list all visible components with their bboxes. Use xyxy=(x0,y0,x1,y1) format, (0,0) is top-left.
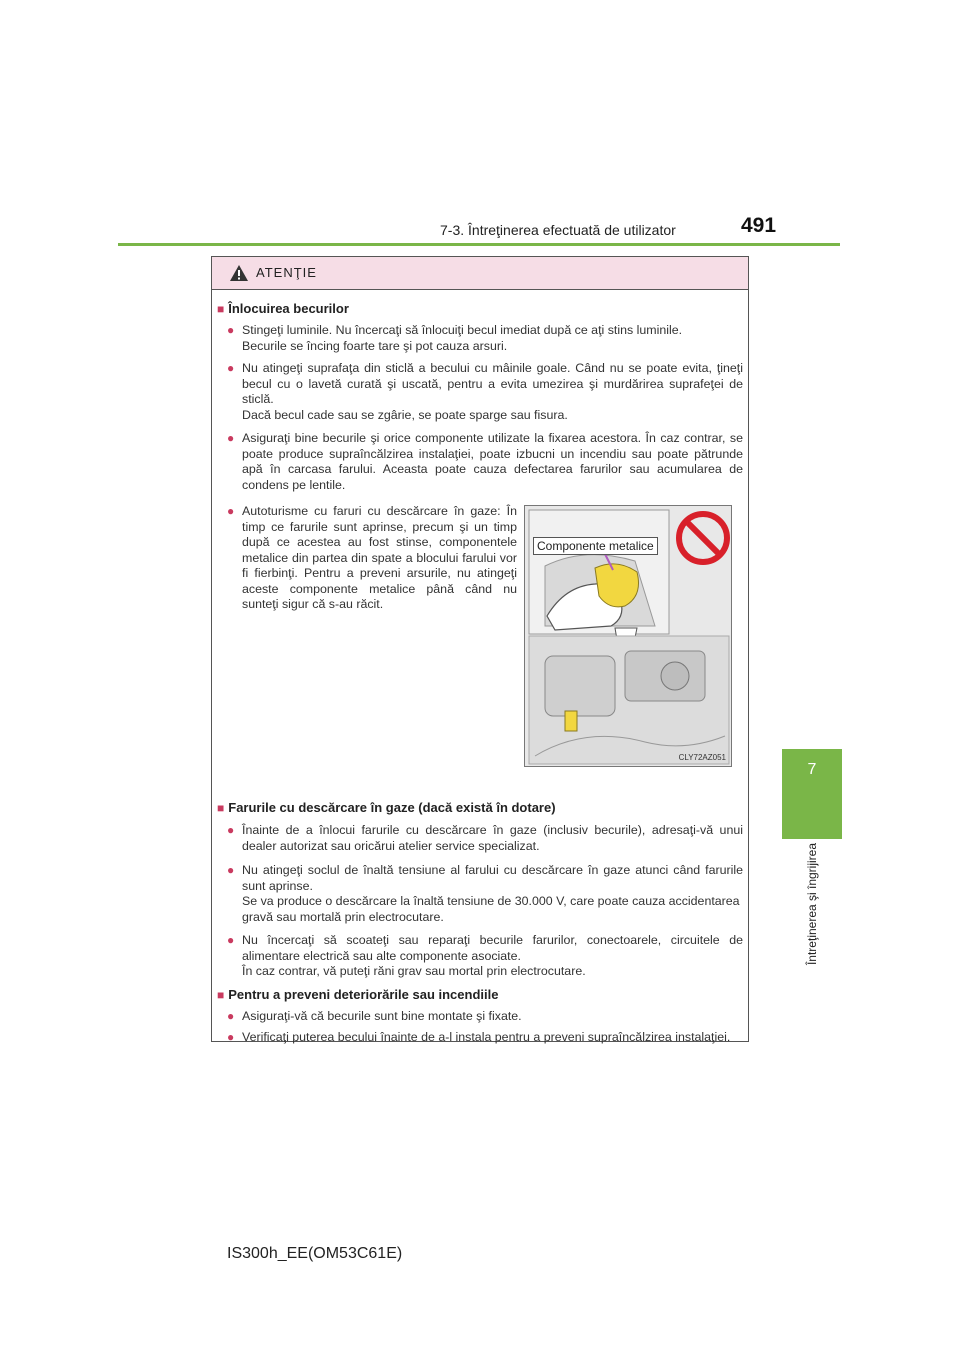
model-code: IS300h_EE(OM53C61E) xyxy=(227,1245,403,1262)
bullet-dot-icon: ● xyxy=(227,1030,235,1044)
chapter-title xyxy=(802,842,822,966)
section-heading: ■ Înlocuirea becurilor xyxy=(217,301,349,316)
warning-bullet: ● Nu atingeţi suprafaţa din sticlă a becului cu mâinile goale. Când nu se poate evita, ţineţi becul cu o lavetă curată şi uscată, pentru a evita umezirea şi murdărirea suprafeţei de sticlă. Dacă becul cade sau se zgârie, se poate sparge sau fisura. xyxy=(227,361,743,422)
bullet-dot-icon: ● xyxy=(227,323,235,337)
warning-bullet: ● Asiguraţi-vă că becurile sunt bine montate şi fixate. xyxy=(227,1009,522,1023)
warning-bullet: ● Nu încercaţi să scoateţi sau reparaţi becurile farurilor, conectoarele, circuitele de alimentare electrică sau alte componente asociate. În caz contrar, vă puteţi răni grav sau mortal prin electrocutare. xyxy=(227,933,743,978)
page-number: 491 xyxy=(741,214,777,237)
bullet-dot-icon: ● xyxy=(227,504,235,518)
warning-bullet: ● Înainte de a înlocui farurile cu descărcare în gaze (inclusiv becurile), adresaţi-vă unui dealer autorizat sau oricărui atelier service specializat. xyxy=(227,823,743,853)
section-title: 7-3. Întreţinerea efectuată de utilizator xyxy=(440,222,676,238)
square-bullet-icon: ■ xyxy=(217,801,225,815)
metal-components-figure xyxy=(524,505,732,767)
header-divider xyxy=(118,243,840,246)
warning-triangle-icon xyxy=(229,264,249,282)
chapter-title-text: Întreţinerea şi îngrijirea xyxy=(805,842,819,966)
bullet-dot-icon: ● xyxy=(227,933,235,947)
warning-label: ATENŢIE xyxy=(256,265,317,280)
bullet-dot-icon: ● xyxy=(227,431,235,445)
warning-bullet: ● Stingeţi luminile. Nu încercaţi să înlocuiţi becul imediat după ce aţi stins luminile. Becurile se încing foarte tare şi pot cauza arsuri. xyxy=(227,323,683,353)
figure-callout-label: Componente metalice xyxy=(533,537,658,555)
section-heading: ■ Farurile cu descărcare în gaze (dacă există în dotare) xyxy=(217,800,556,815)
bullet-dot-icon: ● xyxy=(227,823,235,837)
bullet-dot-icon: ● xyxy=(227,361,235,375)
chapter-number: 7 xyxy=(807,761,817,778)
warning-bullet: ● Autoturisme cu faruri cu descărcare în gaze: În timp ce farurile sunt aprinse, precum şi un timp după ce acestea au fost stinse, componentele metalice din partea din spate a blocului farului vor fi fierbinţi. Pentru a preveni arsurile, nu atingeţi aceste componente metalice până când nu sunteţi sigur că s-au răcit. xyxy=(227,504,517,611)
figure-code: CLY72AZ051 xyxy=(678,753,726,762)
bullet-dot-icon: ● xyxy=(227,863,235,877)
square-bullet-icon: ■ xyxy=(217,988,225,1002)
section-heading: ■ Pentru a preveni deteriorările sau incendiile xyxy=(217,987,499,1002)
warning-header xyxy=(212,257,748,290)
warning-bullet: ● Verificaţi puterea becului înainte de a-l instala pentru a preveni supraîncălzirea instalaţiei. xyxy=(227,1030,731,1044)
square-bullet-icon: ■ xyxy=(217,302,225,316)
chapter-tab xyxy=(782,749,842,839)
bullet-dot-icon: ● xyxy=(227,1009,235,1023)
warning-bullet: ● Nu atingeţi soclul de înaltă tensiune al farului cu descărcare în gaze atunci când farurile sunt aprinse. Se va produce o descărcare la înaltă tensiune de 30.000 V, care poate cauza accidentarea gravă sau mortală prin electrocutare. xyxy=(227,863,743,924)
warning-bullet: ● Asiguraţi bine becurile şi orice componente utilizate la fixarea acestora. În caz contrar, se poate produce supraîncălzirea instalaţiei, poate izbucni un incendiu sau poate pătrunde apă în carcasa farului. Aceasta poate cauza defectarea farurilor sau acumularea de condens pe lentile. xyxy=(227,431,743,492)
